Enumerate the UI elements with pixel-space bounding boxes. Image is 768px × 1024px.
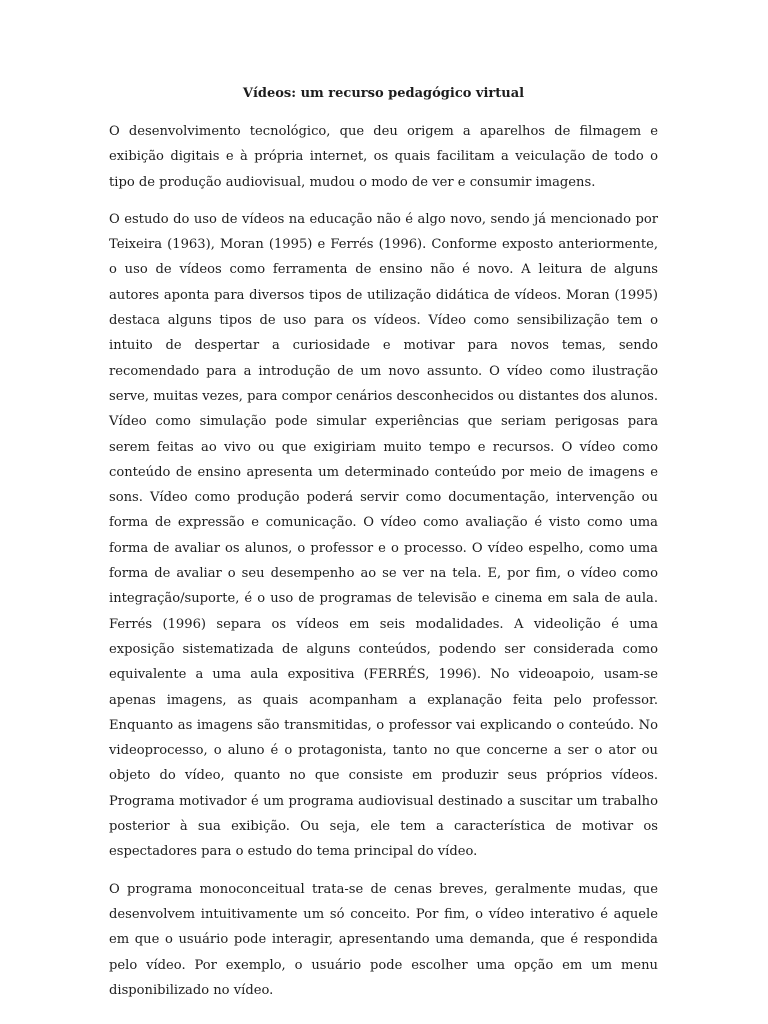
paragraph-3: O programa monoconceitual trata-se de cenas breves, geralmente mudas, que desenvolvem intuitivamente um só conceito. Por fim, o vídeo interativo é aquele em que o usuário pode interagir, apresentando uma demanda, que é respondida pelo vídeo. Por exemplo, o usuário pode escolher uma opção em um menu disponibilizado no vídeo. — [109, 881, 658, 998]
paragraph-1: O desenvolvimento tecnológico, que deu origem a aparelhos de filmagem e exibição digitais e à própria internet, os quais facilitam a veiculação de todo o tipo de produção audiovisual, mudou o modo de ver e consumir imagens. — [109, 124, 658, 190]
document-page — [109, 84, 658, 1015]
paragraph-2: O estudo do uso de vídeos na educação não é algo novo, sendo já mencionado por Teixeira (1963), Moran (1995) e Ferrés (1996). Conforme exposto anteriormente, o uso de vídeos como ferramenta de ensino não é novo. A leitura de alguns autores aponta para diversos tipos de utilização didática de vídeos. Moran (1995) destaca alguns tipos de uso para os vídeos. Vídeo como sensibilização tem o intuito de despertar a curiosidade e motivar para novos temas, sendo recomendado para a introdução de um novo assunto. O vídeo como ilustração serve, muitas vezes, para compor cenários desconhecidos ou distantes dos alunos. Vídeo como simulação pode simular experiências que seriam perigosas para serem feitas ao vivo ou que exigiriam muito tempo e recursos. O vídeo como conteúdo de ensino apresenta um determinado conteúdo por meio de imagens e sons. Vídeo como produção poderá servir como documentação, intervenção ou forma de expressão e comunicação. O vídeo como avaliação é visto como uma forma de avaliar os alunos, o professor e o processo. O vídeo espelho, como uma forma de avaliar o seu desempenho ao se ver na tela. E, por fim, o vídeo como integração/suporte, é o uso de programas de televisão e cinema em sala de aula. Ferrés (1996) separa os vídeos em seis modalidades. A videolição é uma exposição sistematizada de alguns conteúdos, podendo ser considerada como equivalente a uma aula expositiva (FERRÉS, 1996). No videoapoio, usam-se apenas imagens, as quais acompanham a explanação feita pelo professor. Enquanto as imagens são transmitidas, o professor vai explicando o conteúdo. No videoprocesso, o aluno é o protagonista, tanto no que concerne a ser o ator ou objeto do vídeo, quanto no que consiste em produzir seus próprios vídeos. Programa motivador é um programa audiovisual destinado a suscitar um trabalho posterior à sua exibição. Ou seja, ele tem a característica de motivar os espectadores para o estudo do tema principal do vídeo. — [109, 211, 658, 860]
document-title: Vídeos: um recurso pedagógico virtual — [242, 86, 525, 101]
